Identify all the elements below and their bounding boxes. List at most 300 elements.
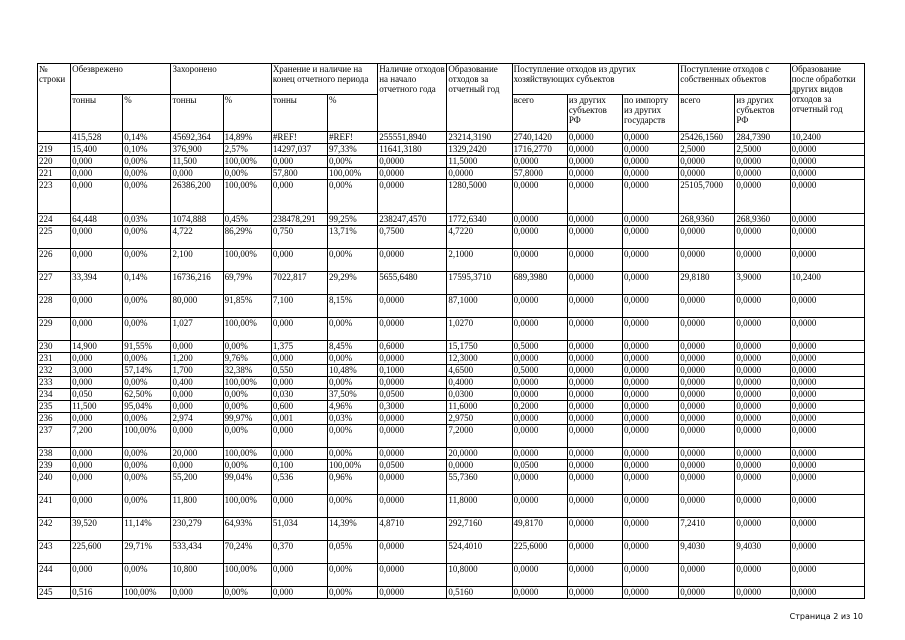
table-cell: 0,0000	[623, 213, 679, 225]
table-cell: 0,0000	[790, 179, 864, 213]
table-cell: 0,45%	[223, 213, 271, 225]
table-cell: 0,000	[71, 471, 123, 494]
table-cell: 2,974	[171, 412, 223, 424]
table-cell: 14,900	[71, 340, 123, 352]
table-cell: 10,800	[171, 563, 223, 586]
header-row-no: № строки	[38, 64, 71, 95]
table-cell: 0,0500	[378, 388, 447, 400]
table-cell: 14297,037	[271, 143, 327, 155]
table-row	[38, 213, 865, 225]
table-cell: 0,00%	[123, 317, 171, 340]
row-number-cell: 231	[38, 352, 71, 364]
table-row	[38, 563, 865, 586]
table-cell: 0,0000	[512, 494, 567, 517]
table-cell: 0,96%	[328, 471, 378, 494]
table-cell: 15,1750	[447, 340, 512, 352]
table-cell: 10,2400	[790, 271, 864, 294]
table-cell: 0,00%	[123, 563, 171, 586]
table-row	[38, 586, 865, 598]
table-cell: 26386,200	[171, 179, 223, 213]
table-cell: 0,0000	[567, 540, 622, 563]
table-cell: 0,00%	[123, 471, 171, 494]
table-cell: 0,0000	[623, 294, 679, 317]
table-cell: 100,00%	[328, 459, 378, 471]
table-cell: 0,000	[271, 376, 327, 388]
table-cell: 4,6500	[447, 364, 512, 376]
table-cell: 2,1000	[447, 248, 512, 271]
table-cell: 230,279	[171, 517, 223, 540]
table-cell: 0,0000	[447, 167, 512, 179]
table-cell: 0,0000	[567, 400, 622, 412]
header-received-other: Поступление отходов из других хозяйствующих субъектов	[512, 64, 679, 95]
table-cell: 0,0000	[735, 352, 790, 364]
row-number-cell: 241	[38, 494, 71, 517]
row-number-cell: 219	[38, 143, 71, 155]
table-cell: 0,0000	[790, 494, 864, 517]
table-cell: 0,0000	[735, 364, 790, 376]
table-cell: 0,0000	[512, 213, 567, 225]
row-number-cell: 233	[38, 376, 71, 388]
table-row	[38, 155, 865, 167]
table-cell: 0,0000	[378, 494, 447, 517]
table-cell: 1,200	[171, 352, 223, 364]
table-cell: 64,448	[71, 213, 123, 225]
table-cell: 0,0000	[512, 563, 567, 586]
table-cell: 0,0000	[623, 517, 679, 540]
table-cell: 13,71%	[328, 225, 378, 248]
row-number-cell: 226	[38, 248, 71, 271]
table-cell: 11,500	[171, 155, 223, 167]
table-row	[38, 225, 865, 248]
table-cell: 57,800	[271, 167, 327, 179]
table-cell: 0,0000	[790, 471, 864, 494]
table-cell: 0,0000	[623, 248, 679, 271]
table-cell: 0,0000	[679, 563, 735, 586]
table-cell: 0,000	[71, 179, 123, 213]
table-cell: 376,900	[171, 143, 223, 155]
table-cell: 100,00%	[223, 248, 271, 271]
table-row	[38, 248, 865, 271]
table-cell: 99,04%	[223, 471, 271, 494]
table-cell: 0,550	[271, 364, 327, 376]
table-cell: 20,000	[171, 447, 223, 459]
table-cell: 1280,5000	[447, 179, 512, 213]
table-cell: 11,5000	[447, 155, 512, 167]
table-cell: 100,00%	[123, 586, 171, 598]
table-cell: 17595,3710	[447, 271, 512, 294]
table-cell: 11641,3180	[378, 143, 447, 155]
table-cell: 0,0000	[790, 540, 864, 563]
table-cell: 0,0000	[623, 155, 679, 167]
table-cell: 0,0000	[735, 340, 790, 352]
table-cell: 0,000	[71, 494, 123, 517]
table-cell: 0,0000	[790, 225, 864, 248]
table-cell: 0,00%	[328, 586, 378, 598]
table-cell: 8,45%	[328, 340, 378, 352]
table-cell: 0,00%	[223, 459, 271, 471]
table-cell: 1,375	[271, 340, 327, 352]
table-cell: 0,0000	[378, 412, 447, 424]
table-cell: 0,0000	[567, 155, 622, 167]
table-cell: 0,0000	[790, 586, 864, 598]
table-cell: 0,00%	[123, 376, 171, 388]
table-cell: 0,0000	[512, 179, 567, 213]
table-cell: 255551,8940	[378, 131, 447, 143]
table-cell: 238247,4570	[378, 213, 447, 225]
table-cell: 0,00%	[123, 459, 171, 471]
table-cell: 0,0000	[378, 540, 447, 563]
table-cell: 238478,291	[271, 213, 327, 225]
table-cell: 0,030	[271, 388, 327, 400]
table-cell: 0,0000	[735, 155, 790, 167]
table-cell: 0,00%	[123, 155, 171, 167]
header-initial-cont	[378, 94, 447, 131]
table-cell: 0,536	[271, 471, 327, 494]
table-cell: 2,9750	[447, 412, 512, 424]
table-cell: 9,4030	[735, 540, 790, 563]
table-cell: 1,0270	[447, 317, 512, 340]
table-cell: 0,0000	[567, 167, 622, 179]
table-cell: 0,000	[171, 388, 223, 400]
table-cell: 0,750	[271, 225, 327, 248]
table-cell: 0,000	[71, 412, 123, 424]
table-cell: 100,00%	[223, 317, 271, 340]
table-cell: 0,0000	[790, 563, 864, 586]
header-tons: тонны	[271, 94, 327, 131]
table-cell: 7,100	[271, 294, 327, 317]
table-cell: 0,0000	[378, 317, 447, 340]
table-cell: 0,000	[271, 447, 327, 459]
header-tons: тонны	[171, 94, 223, 131]
table-cell: 0,00%	[123, 352, 171, 364]
table-cell: 10,8000	[447, 563, 512, 586]
table-cell: 0,0000	[512, 294, 567, 317]
row-number-cell: 242	[38, 517, 71, 540]
row-number-cell: 238	[38, 447, 71, 459]
table-cell: 0,0000	[378, 248, 447, 271]
table-cell: 524,4010	[447, 540, 512, 563]
header-row-1	[38, 64, 865, 95]
table-cell: 0,0000	[679, 424, 735, 447]
table-cell: 25105,7000	[679, 179, 735, 213]
table-cell: 0,0000	[623, 131, 679, 143]
table-cell: 1772,6340	[447, 213, 512, 225]
table-cell: 0,0000	[623, 179, 679, 213]
table-cell: 0,000	[71, 317, 123, 340]
table-cell: 0,0000	[378, 294, 447, 317]
table-cell: 0,0000	[679, 412, 735, 424]
table-cell: 0,0000	[623, 143, 679, 155]
table-cell: 87,1000	[447, 294, 512, 317]
table-cell: 0,00%	[123, 494, 171, 517]
table-cell: 0,0000	[790, 317, 864, 340]
table-cell: 225,6000	[512, 540, 567, 563]
header-total: всего	[679, 94, 735, 131]
table-cell: 10,48%	[328, 364, 378, 376]
table-cell: 0,0000	[679, 317, 735, 340]
table-cell: 0,00%	[328, 494, 378, 517]
table-cell: 1,027	[171, 317, 223, 340]
table-cell: 0,0000	[512, 412, 567, 424]
table-row	[38, 376, 865, 388]
table-cell: 37,50%	[328, 388, 378, 400]
table-cell: 1716,2770	[512, 143, 567, 155]
table-cell: 0,0000	[735, 400, 790, 412]
table-row	[38, 131, 865, 143]
table-cell: 0,0000	[679, 459, 735, 471]
table-cell: 0,0000	[567, 352, 622, 364]
table-cell: 0,00%	[223, 167, 271, 179]
table-cell: 11,8000	[447, 494, 512, 517]
table-cell: 2,5000	[679, 143, 735, 155]
table-cell: 0,0000	[679, 225, 735, 248]
table-cell: 0,0000	[378, 352, 447, 364]
table-cell: 0,0000	[512, 388, 567, 400]
table-row	[38, 424, 865, 447]
row-number-cell: 223	[38, 179, 71, 213]
table-cell: 0,05%	[328, 540, 378, 563]
table-cell: 0,0000	[679, 586, 735, 598]
table-cell: 11,6000	[447, 400, 512, 412]
table-cell: 0,0000	[790, 424, 864, 447]
table-cell: 415,528	[71, 131, 123, 143]
table-cell: 0,00%	[123, 294, 171, 317]
table-cell: 0,0000	[735, 459, 790, 471]
table-cell: 14,89%	[223, 131, 271, 143]
table-cell: 0,0000	[623, 447, 679, 459]
table-cell: 1329,2420	[447, 143, 512, 155]
table-cell: 95,04%	[123, 400, 171, 412]
table-cell: 268,9360	[679, 213, 735, 225]
table-row	[38, 340, 865, 352]
table-cell: 0,0000	[735, 412, 790, 424]
header-by-import: по импорту из других государств	[623, 94, 679, 131]
table-cell: 0,00%	[328, 424, 378, 447]
table-cell: 0,00%	[223, 424, 271, 447]
table-cell: 91,55%	[123, 340, 171, 352]
table-cell: 0,0000	[567, 131, 622, 143]
header-formed-cont	[447, 94, 512, 131]
table-cell: 100,00%	[223, 563, 271, 586]
table-row	[38, 352, 865, 364]
table-cell: 0,0000	[679, 376, 735, 388]
table-cell: 23214,3190	[447, 131, 512, 143]
table-cell: 0,0000	[567, 586, 622, 598]
table-row	[38, 271, 865, 294]
table-cell: 7,2410	[679, 517, 735, 540]
table-cell: 0,0000	[567, 248, 622, 271]
table-cell: 0,0000	[378, 179, 447, 213]
table-cell: 0,0000	[679, 447, 735, 459]
row-number-cell: 239	[38, 459, 71, 471]
table-cell: 8,15%	[328, 294, 378, 317]
table-cell: 0,516	[71, 586, 123, 598]
table-cell: 14,39%	[328, 517, 378, 540]
table-cell: 0,0000	[512, 376, 567, 388]
header-buried: Захоронено	[171, 64, 271, 95]
table-cell: 0,0000	[679, 294, 735, 317]
table-cell: 0,0000	[567, 388, 622, 400]
table-cell: 0,0000	[735, 447, 790, 459]
table-cell: 99,97%	[223, 412, 271, 424]
row-number-cell: 235	[38, 400, 71, 412]
table-cell: 0,0000	[679, 155, 735, 167]
row-number-cell: 234	[38, 388, 71, 400]
table-row	[38, 517, 865, 540]
table-cell: 0,0000	[378, 167, 447, 179]
table-cell: 7022,817	[271, 271, 327, 294]
table-cell: 0,0000	[512, 424, 567, 447]
table-cell: 29,29%	[328, 271, 378, 294]
table-cell: 0,0000	[790, 459, 864, 471]
table-cell: 64,93%	[223, 517, 271, 540]
header-tons: тонны	[71, 94, 123, 131]
table-row	[38, 412, 865, 424]
table-cell: 0,14%	[123, 271, 171, 294]
table-cell: 0,00%	[328, 352, 378, 364]
table-cell: 0,0000	[567, 340, 622, 352]
table-cell: 9,4030	[679, 540, 735, 563]
header-pct: %	[123, 94, 171, 131]
table-cell: 32,38%	[223, 364, 271, 376]
row-number-cell: 236	[38, 412, 71, 424]
table-row	[38, 494, 865, 517]
table-cell: 0,0000	[790, 213, 864, 225]
table-cell: 225,600	[71, 540, 123, 563]
table-cell: 0,0000	[790, 447, 864, 459]
table-cell: 0,000	[171, 400, 223, 412]
table-cell: 11,14%	[123, 517, 171, 540]
table-cell: 0,000	[71, 376, 123, 388]
table-cell: 0,0000	[790, 294, 864, 317]
table-cell: 0,0000	[679, 340, 735, 352]
table-cell: 49,8170	[512, 517, 567, 540]
table-cell: 0,0000	[790, 340, 864, 352]
table-cell: 15,400	[71, 143, 123, 155]
table-cell: 10,2400	[790, 131, 864, 143]
table-cell: 0,0000	[790, 352, 864, 364]
table-cell: 0,000	[71, 155, 123, 167]
header-formed-after: Образование после обработки других видов отходов за отчетный год	[790, 64, 864, 132]
table-cell: 0,0000	[512, 471, 567, 494]
table-cell: 0,0000	[512, 155, 567, 167]
table-cell: 2740,1420	[512, 131, 567, 143]
table-cell: 99,25%	[328, 213, 378, 225]
table-cell: 0,7500	[378, 225, 447, 248]
table-cell: 91,85%	[223, 294, 271, 317]
row-number-cell: 220	[38, 155, 71, 167]
table-cell: 0,0000	[790, 376, 864, 388]
table-cell: 0,000	[271, 248, 327, 271]
table-cell: 0,00%	[223, 586, 271, 598]
table-cell: 0,0000	[512, 225, 567, 248]
table-cell: 0,001	[271, 412, 327, 424]
table-cell: 533,434	[171, 540, 223, 563]
table-cell: 69,79%	[223, 271, 271, 294]
table-cell: 0,000	[71, 563, 123, 586]
table-cell: 0,0000	[679, 494, 735, 517]
table-cell: 0,14%	[123, 131, 171, 143]
table-cell: 0,0000	[512, 248, 567, 271]
table-cell: 0,0000	[679, 364, 735, 376]
table-cell: 51,034	[271, 517, 327, 540]
table-cell: 0,0000	[623, 540, 679, 563]
table-cell: 5655,6480	[378, 271, 447, 294]
row-number-cell: 237	[38, 424, 71, 447]
table-cell: 0,0000	[378, 376, 447, 388]
header-from-subjects: из других субъектов РФ	[567, 94, 622, 131]
table-cell: 11,500	[71, 400, 123, 412]
row-number-cell: 244	[38, 563, 71, 586]
row-number-cell: 225	[38, 225, 71, 248]
table-cell: 0,3000	[378, 400, 447, 412]
table-cell: 0,000	[271, 563, 327, 586]
table-cell: 689,3980	[512, 271, 567, 294]
table-cell: 0,0000	[567, 494, 622, 517]
table-cell: 0,000	[71, 294, 123, 317]
table-cell: 0,00%	[123, 248, 171, 271]
table-cell: 0,0000	[567, 424, 622, 447]
table-cell: 0,600	[271, 400, 327, 412]
table-cell: 0,000	[71, 248, 123, 271]
table-cell: 100,00%	[223, 376, 271, 388]
table-cell: 2,57%	[223, 143, 271, 155]
table-cell: 4,96%	[328, 400, 378, 412]
table-cell: 0,0000	[735, 517, 790, 540]
table-cell: 0,400	[171, 376, 223, 388]
table-cell: 0,0000	[567, 376, 622, 388]
table-cell: 0,000	[271, 586, 327, 598]
table-cell: 0,000	[171, 424, 223, 447]
table-cell: 0,370	[271, 540, 327, 563]
table-cell: 0,0000	[735, 424, 790, 447]
table-cell: 0,0000	[679, 352, 735, 364]
table-cell: 0,0000	[567, 459, 622, 471]
table-cell: 3,000	[71, 364, 123, 376]
table-row	[38, 179, 865, 213]
table-cell: 57,8000	[512, 167, 567, 179]
table-cell: 0,1000	[378, 364, 447, 376]
table-cell: 0,0000	[790, 248, 864, 271]
header-row-2	[38, 94, 865, 131]
header-initial: Наличие отходов на начало отчетного года	[378, 64, 447, 95]
table-cell: 0,03%	[123, 213, 171, 225]
table-cell: 62,50%	[123, 388, 171, 400]
table-cell: 0,0000	[790, 412, 864, 424]
table-cell: 0,000	[271, 155, 327, 167]
table-cell: 0,0000	[623, 424, 679, 447]
table-cell: 39,520	[71, 517, 123, 540]
table-cell: 0,0000	[735, 586, 790, 598]
table-row	[38, 388, 865, 400]
table-cell: 0,0000	[623, 364, 679, 376]
table-cell: 100,00%	[223, 155, 271, 167]
table-cell: 0,000	[271, 317, 327, 340]
table-cell: 55,200	[171, 471, 223, 494]
table-cell: 0,00%	[223, 400, 271, 412]
table-cell: 0,000	[271, 352, 327, 364]
table-cell: 0,0000	[512, 586, 567, 598]
table-cell: 20,0000	[447, 447, 512, 459]
table-cell: 0,0000	[735, 388, 790, 400]
table-cell: 0,0000	[679, 471, 735, 494]
table-cell: 0,0000	[623, 167, 679, 179]
table-cell: 0,000	[271, 179, 327, 213]
table-cell: 0,000	[271, 424, 327, 447]
table-cell: 0,0000	[567, 225, 622, 248]
table-cell: 0,0000	[735, 317, 790, 340]
table-cell: 0,0000	[378, 155, 447, 167]
